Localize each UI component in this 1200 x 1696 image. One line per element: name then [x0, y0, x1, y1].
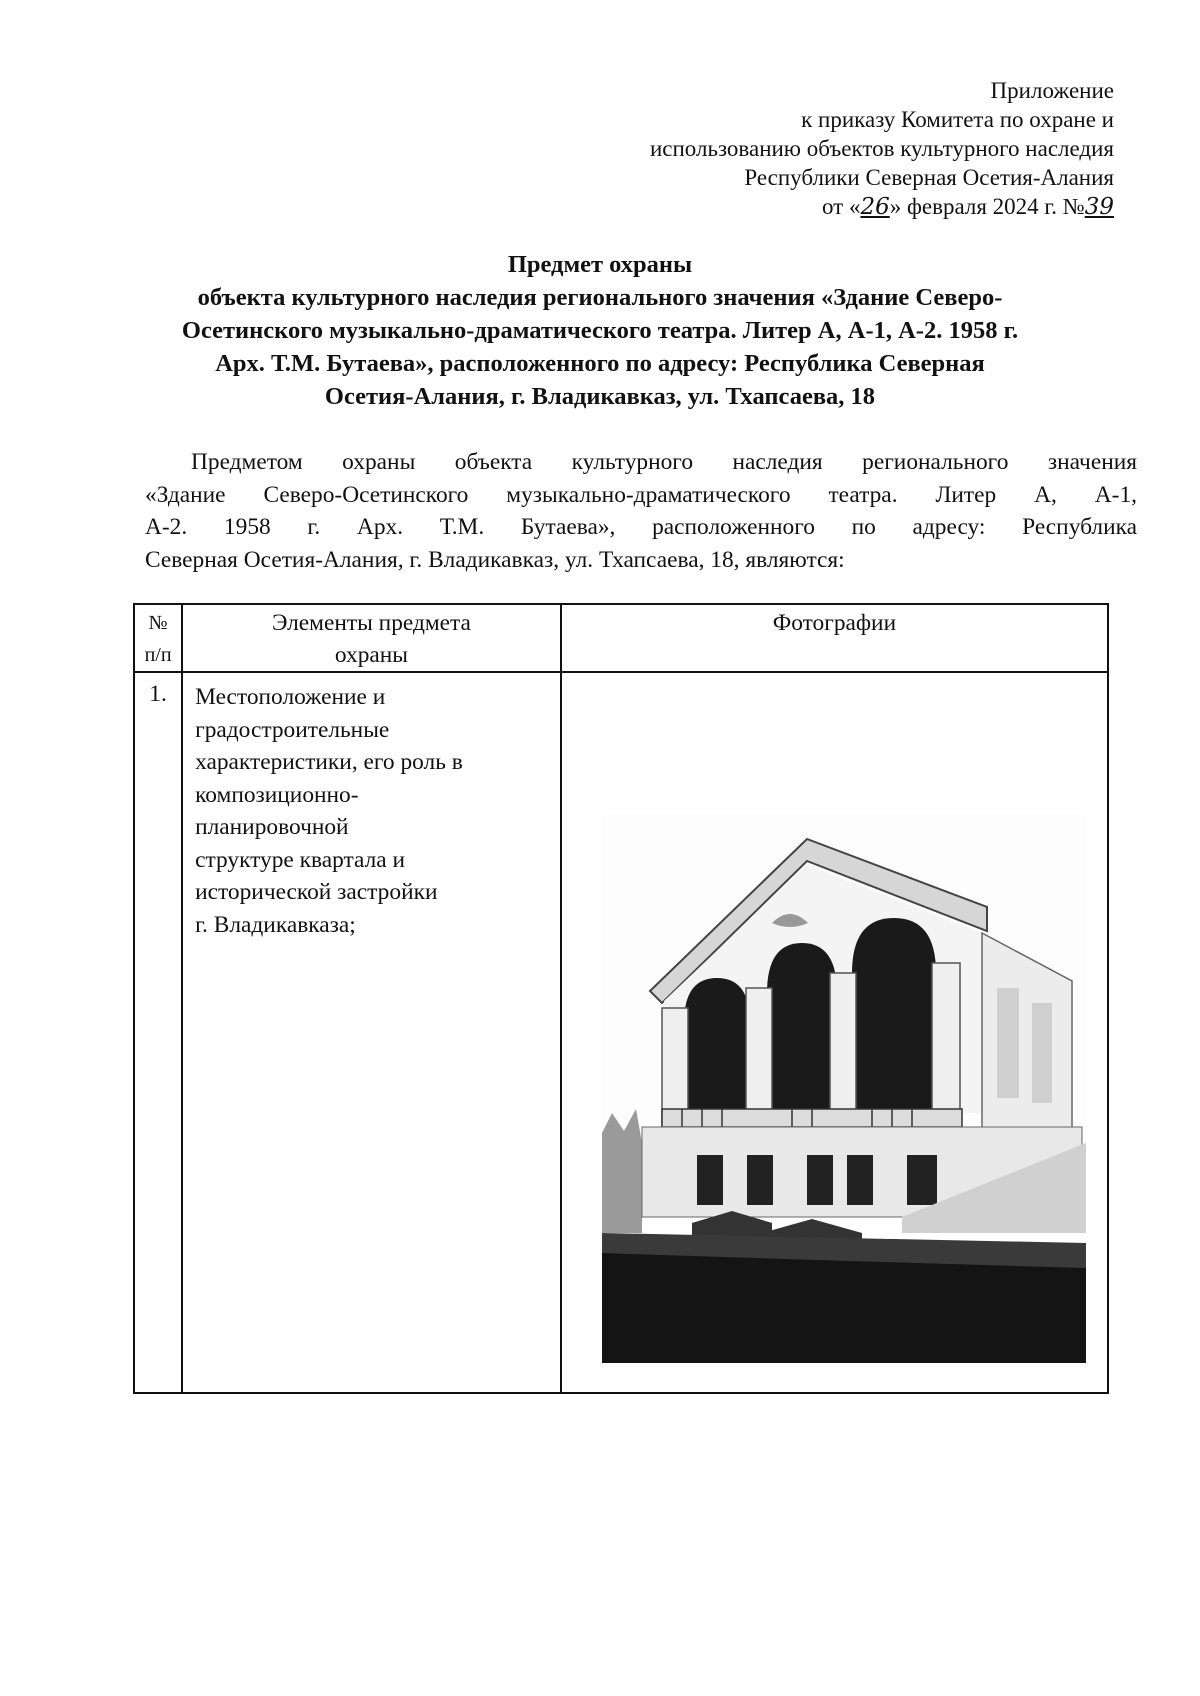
appendix-date-line: [650, 192, 1114, 222]
header-elements-line: Элементы предмета: [272, 610, 471, 636]
protection-table: [133, 603, 1109, 1394]
photo-frame: [562, 673, 1107, 1392]
row-elements-text: [183, 673, 560, 941]
title-line: Осетинского музыкально-драматического театра. Литер А, А-1, А-2. 1958 г.: [181, 317, 1019, 344]
theatre-building-photo: [602, 813, 1086, 1363]
header-elements: [182, 604, 561, 672]
element-line: композиционно-: [195, 781, 359, 808]
header-photos-label: Фотографии: [772, 610, 897, 636]
header-photos: [561, 604, 1108, 672]
title-line: Арх. Т.М. Бутаева», расположенного по адресу: Республика Северная: [215, 350, 985, 377]
element-line: структуре квартала и: [195, 846, 406, 873]
header-elements-line: охраны: [334, 642, 409, 668]
element-line: характеристики, его роль в: [195, 749, 463, 775]
intro-paragraph: [145, 446, 1137, 576]
date-prefix: от «: [821, 194, 861, 219]
intro-line: Северная Осетия-Алания, г. Владикавказ, ул. Тхапсаева, 18, являются:: [145, 546, 845, 573]
element-line: исторической застройки: [195, 879, 438, 905]
appendix-line: Приложение: [990, 78, 1114, 103]
element-line: г. Владикавказа;: [195, 911, 356, 938]
date-day: 26: [860, 194, 890, 220]
header-num-line: п/п: [144, 644, 172, 666]
row-elements-cell: [182, 672, 561, 1393]
appendix-line: использованию объектов культурного наследия: [649, 136, 1114, 161]
date-middle: » февраля 2024 г. №: [889, 194, 1085, 219]
table-row: [134, 672, 1108, 1393]
intro-line: «Здание Северо-Осетинского музыкально-драматического театра. Литер А, А-1,: [145, 481, 1137, 508]
title-line: Осетия-Алания, г. Владикавказ, ул. Тхапсаева, 18: [324, 383, 876, 410]
intro-line: А-2. 1958 г. Арх. Т.М. Бутаева», расположенного по адресу: Республика: [145, 514, 1137, 540]
row-number: 1.: [149, 681, 167, 707]
title-line: объекта культурного наследия регионального значения «Здание Северо-: [197, 284, 1003, 311]
order-number: 39: [1084, 194, 1114, 220]
element-line: градостроительные: [195, 716, 390, 743]
table-header-row: [134, 604, 1108, 672]
header-num-line: №: [148, 612, 168, 634]
element-line: планировочной: [195, 814, 349, 840]
appendix-line: к приказу Комитета по охране и: [801, 107, 1114, 132]
appendix-line: Республики Северная Осетия-Алания: [744, 165, 1114, 190]
header-num: [134, 604, 182, 672]
element-line: Местоположение и: [195, 684, 386, 710]
title-line: Предмет охраны: [507, 251, 693, 278]
appendix-block: [650, 76, 1114, 222]
document-title: [130, 248, 1070, 413]
intro-line: Предметом охраны объекта культурного наследия регионального значения: [191, 449, 1137, 475]
row-number-cell: [134, 672, 182, 1393]
row-photo-cell: [561, 672, 1108, 1393]
